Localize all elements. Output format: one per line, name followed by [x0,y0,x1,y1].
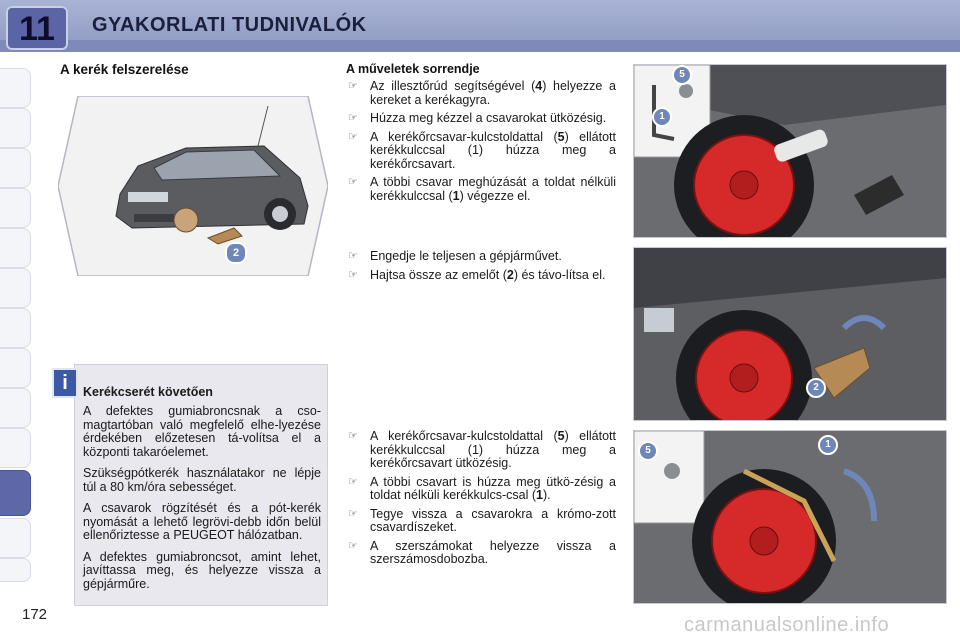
callout-2: 2 [813,382,819,393]
steps-group-2 [346,250,616,287]
step-item: ☞ Az illesztőrúd segítségével (4) helyezze a kereket a kerékagyra. [348,79,616,107]
side-tab-7[interactable] [0,308,31,348]
steps-group-1 [346,80,616,208]
pointing-hand-icon: ☞ [348,80,358,92]
wheel-fitting-heading: A kerék felszerelése [60,62,189,77]
photo-lowering-jack [633,247,947,421]
callout-1: 1 [659,111,665,122]
info-paragraph: A defektes gumiabroncsnak a cso-magtartóban való megfelelő elhe-lyezése érdekében előzetesen tá-volítsa el a központi takaróelemet. [83,404,321,459]
pointing-hand-icon: ☞ [348,430,358,442]
side-tab-5[interactable] [0,228,31,268]
side-tab-active[interactable] [0,470,31,516]
side-tab-9[interactable] [0,388,31,428]
photo-wheel-tightening [633,64,947,238]
photo-final-tightening [633,430,947,604]
side-tab-1[interactable] [0,68,31,108]
pointing-hand-icon: ☞ [348,176,358,188]
step-item: ☞ Húzza meg kézzel a csavarokat ütközésig. [348,111,607,125]
callout-5: 5 [645,445,651,456]
header-band-lower [0,40,960,52]
pointing-hand-icon: ☞ [348,130,358,143]
step-item: ☞ Hajtsa össze az emelőt (2) és távo-lítsa el. [348,267,606,282]
chapter-number: 11 [19,10,55,48]
step-item: ☞ Engedje le teljesen a gépjárművet. [348,249,562,263]
side-tab-13[interactable] [0,558,31,582]
step-item: ☞ A kerékőrcsavar-kulcstoldattal (5) ellátott kerékkulccsal (1) húzza meg a kerékőrcsavart ütközésig. [348,429,616,470]
step-item: ☞ A többi csavar meghúzását a toldat nélküli kerékkulccsal (1) végezze el. [348,175,616,203]
watermark: carmanualsonline.info [684,614,890,636]
side-tab-10[interactable] [0,428,31,468]
pointing-hand-icon: ☞ [348,250,358,262]
pointing-hand-icon: ☞ [348,112,358,124]
side-tab-12[interactable] [0,518,31,558]
step-item: ☞ A szerszámokat helyezze vissza a szerszámosdobozba. [348,538,616,566]
side-tab-8[interactable] [0,348,31,388]
step-item: ☞ A kerékőrcsavar-kulcstoldattal (5) ellátott kerékkulccsal (1) húzza meg a kerékőrcsavart. [348,129,616,171]
side-tab-3[interactable] [0,148,31,188]
step-item: ☞ A többi csavart is húzza meg ütkö-zésig a toldat nélküli kerékkulcs-csal (1). [348,474,616,502]
callout-jack-2: 2 [225,242,247,264]
info-paragraph: A defektes gumiabroncsot, amint lehet, javíttassa meg, és helyezze vissza a gépjárműre. [83,549,321,591]
page-number: 172 [22,606,48,623]
side-tab-6[interactable] [0,268,31,308]
pointing-hand-icon: ☞ [348,268,358,281]
pointing-hand-icon: ☞ [348,475,358,488]
side-tab-2[interactable] [0,108,31,148]
info-paragraph: A csavarok rögzítését és a pót-kerék nyomását a lehető legrövi-debb időn belül ellenőriztesse a PEUGEOT hálózatban. [83,501,321,542]
step-item: ☞ Tegye vissza a csavarokra a krómo-zott csavardíszeket. [348,506,616,534]
info-box-title: Kerékcserét követően [83,385,213,399]
car-illustration [58,96,328,276]
side-tab-4[interactable] [0,188,31,228]
page-title: GYAKORLATI TUDNIVALÓK [92,14,367,36]
callout-1: 1 [825,439,831,450]
pointing-hand-icon: ☞ [348,507,358,520]
info-box [74,364,328,606]
steps-heading: A műveletek sorrendje [346,62,480,76]
steps-group-3 [346,430,616,572]
info-icon: i [52,368,78,398]
callout-5: 5 [679,69,685,80]
info-paragraph: Szükségpótkerék használatakor ne lépje túl a 80 km/óra sebességet. [83,466,321,494]
pointing-hand-icon: ☞ [348,539,358,552]
